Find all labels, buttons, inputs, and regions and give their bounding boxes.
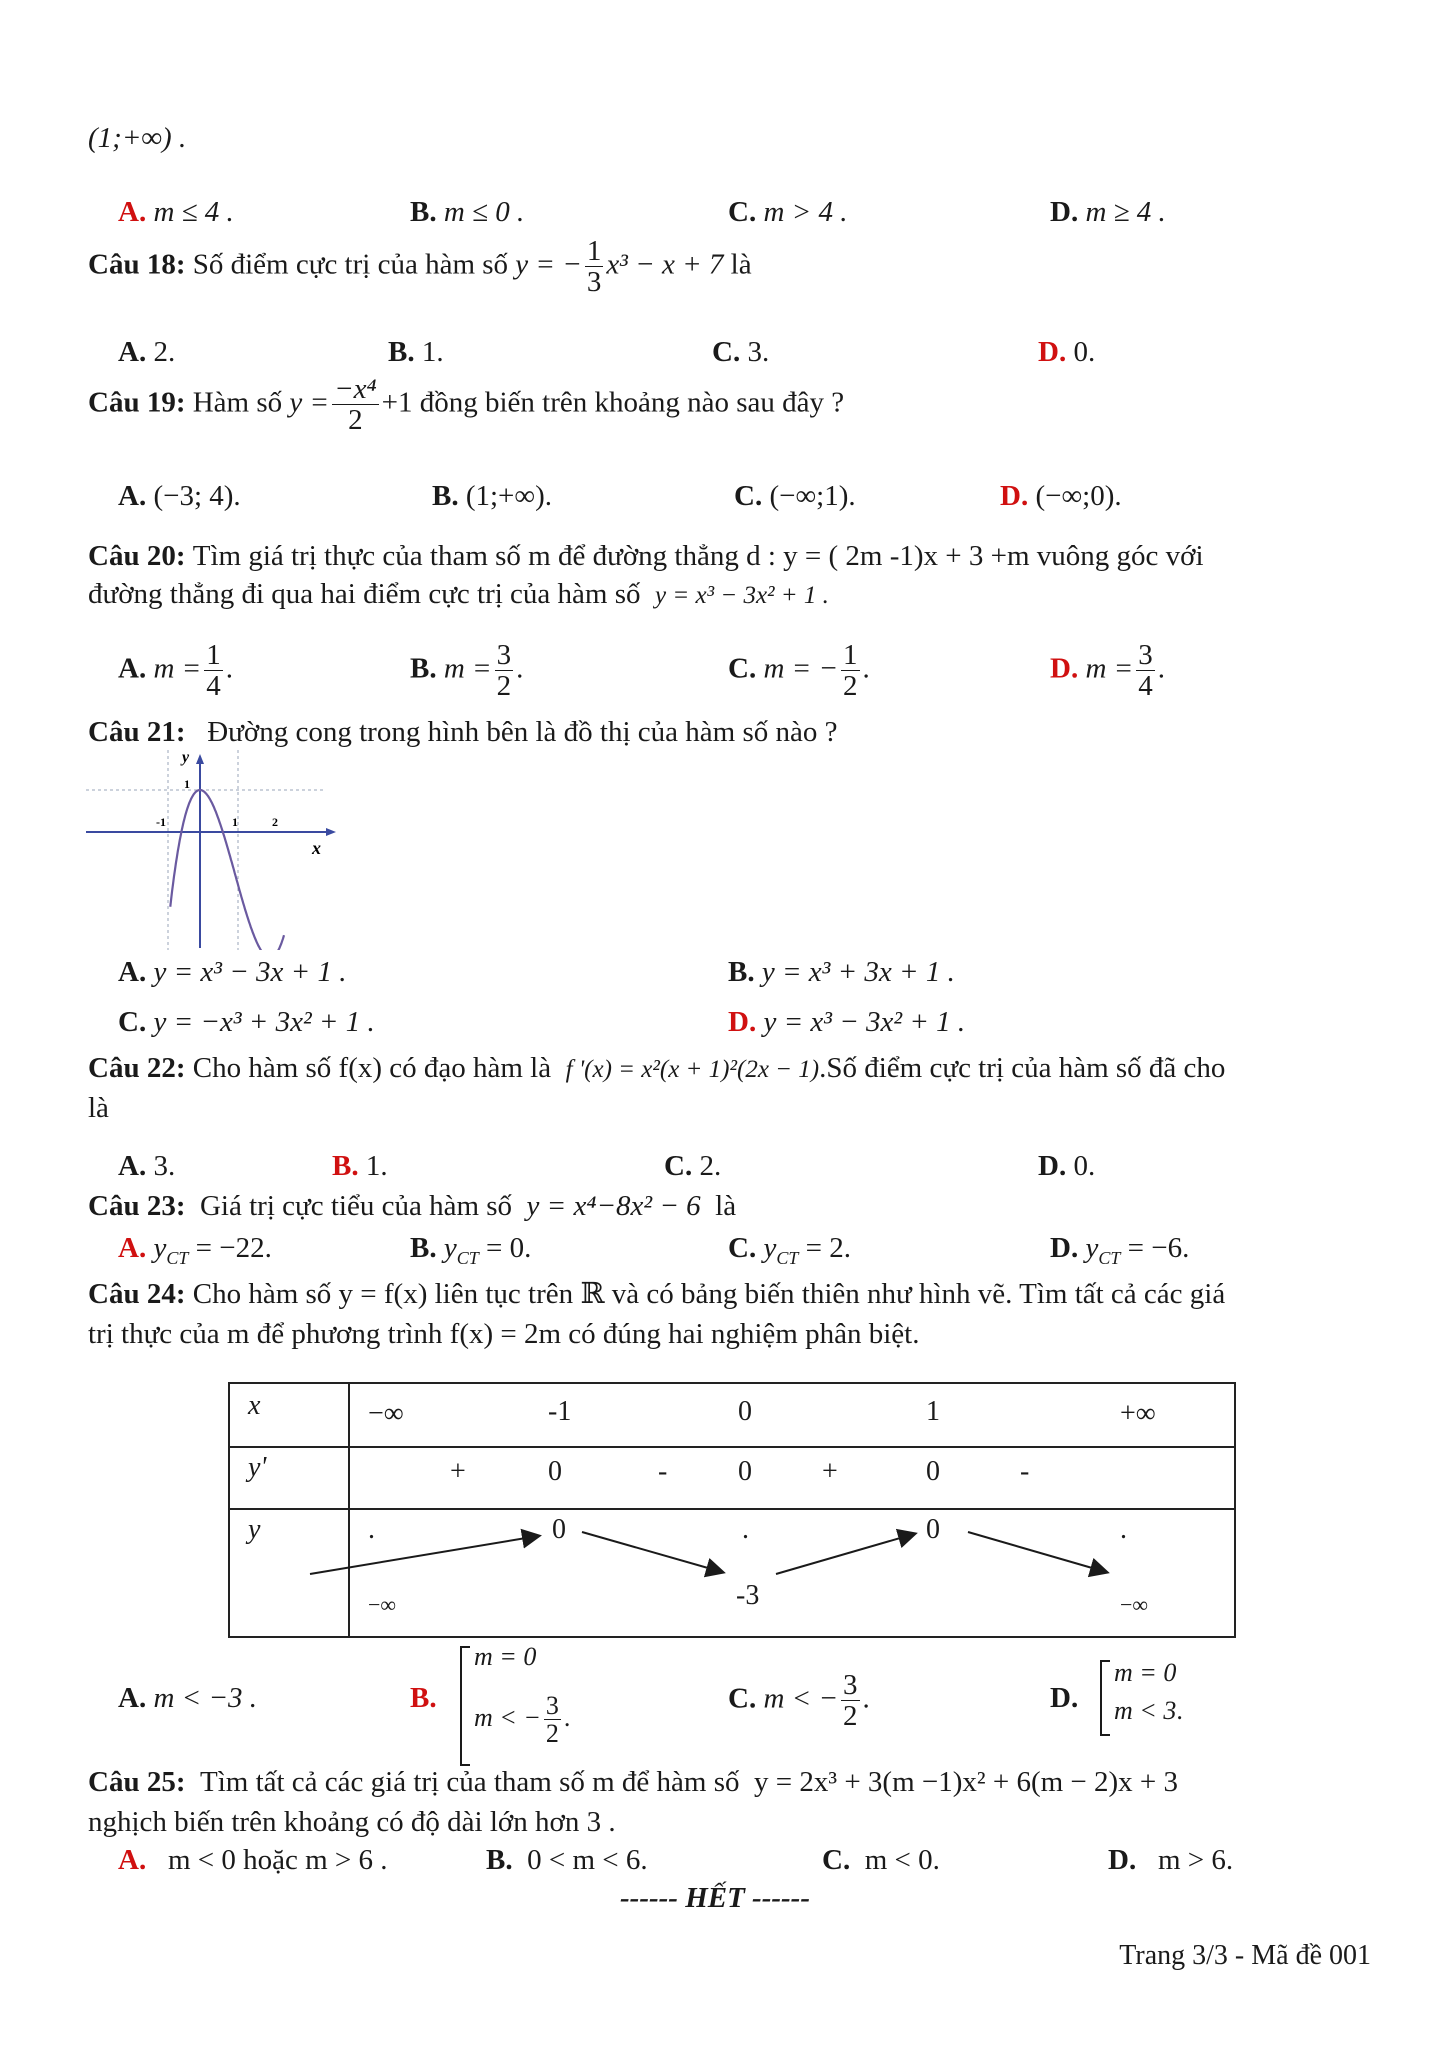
end-marker: ------ HẾT ------ (620, 1882, 811, 1914)
row-label-y: y (248, 1514, 261, 1545)
y-min: -3 (736, 1580, 760, 1611)
x-pos-inf: +∞ (1120, 1398, 1156, 1429)
question-23: Câu 23: Giá trị cực tiểu của hàm số y = x⁴−8x² − 6 là (88, 1190, 737, 1222)
q24-option-d: D. (1050, 1682, 1079, 1714)
x-axis-arrow (326, 828, 336, 836)
question-18: Câu 18: Số điểm cực trị của hàm số y = − $\frac{1}{3}$ x³ − x + 7 là (88, 235, 752, 299)
arrow-up-2 (776, 1534, 914, 1574)
yp-zero-2: 0 (738, 1456, 752, 1487)
q23-option-a: A. $y_{CT} = -22$. (118, 1232, 272, 1268)
q23-option-d: D. $y_{CT} = -6$. (1050, 1232, 1190, 1268)
q24-d-line1: m = 0 (1114, 1658, 1177, 1687)
q17-option-d: D. m ≥ 4 . (1050, 196, 1166, 228)
q17-option-c: C. m > 4 . (728, 196, 848, 228)
q24-b-line2: m < − $\frac{3}{2}$ . (474, 1691, 571, 1749)
q18-option-d: D. 0. (1038, 336, 1096, 368)
y-max-1: 0 (552, 1514, 566, 1545)
fraction: $\frac{1}{3}$ (586, 235, 602, 299)
question-24-line2: trị thực của m để phương trình f(x) = 2m có đúng hai nghiệm phân biệt. (88, 1318, 920, 1350)
x-neg-inf: −∞ (368, 1398, 404, 1429)
q23-option-b: B. $y_{CT} = 0$. (410, 1232, 532, 1268)
q19-option-c: C. (−∞;1). (734, 480, 856, 512)
q22-option-b: B. 1. (332, 1150, 388, 1182)
q22-option-a: A. 3. (118, 1150, 176, 1182)
y-dot-3: . (1120, 1514, 1127, 1545)
page-footer: Trang 3/3 - Mã đề 001 (1119, 1940, 1371, 1971)
yp-zero-1: 0 (548, 1456, 562, 1487)
q17-option-b: B. m ≤ 0 . (410, 196, 525, 228)
question-24: Câu 24: Cho hàm số y = f(x) liên tục trên ℝ và có bảng biến thiên như hình vẽ. Tìm tất cả các giá (88, 1278, 1226, 1310)
yp-sign-3: + (822, 1456, 838, 1487)
question-22-line2: là (88, 1092, 109, 1124)
q19-option-d: D. (−∞;0). (1000, 480, 1122, 512)
q22-option-d: D. 0. (1038, 1150, 1096, 1182)
q21-option-a: A. y = x³ − 3x + 1 . (118, 956, 347, 988)
q18-option-a: A. 2. (118, 336, 176, 368)
q24-d-bracket (1100, 1660, 1110, 1736)
q18-option-c: C. 3. (712, 336, 770, 368)
q21-option-c: C. y = −x³ + 3x² + 1 . (118, 1006, 375, 1038)
q20-option-d: D. m = $\frac{3}{4}$ . (1050, 639, 1165, 703)
graph-tick-1: 1 (232, 815, 238, 829)
q17-tail: (1;+∞) . (88, 122, 187, 154)
y-neg-inf-right: −∞ (1120, 1592, 1149, 1617)
q19-option-a: A. (−3; 4). (118, 480, 241, 512)
y-axis-arrow (196, 754, 204, 764)
y-neg-inf-left: −∞ (368, 1592, 397, 1617)
arrow-down-2 (968, 1532, 1106, 1572)
q21-option-d: D. y = x³ − 3x² + 1 . (728, 1006, 966, 1038)
q24-b-line1: m = 0 (474, 1642, 537, 1671)
q24-d-line2: m < 3. (1114, 1696, 1183, 1725)
y-dot-1: . (368, 1514, 375, 1545)
q24-b-bracket (460, 1646, 470, 1766)
q19-option-b: B. (1;+∞). (432, 480, 552, 512)
q25-option-b: B. 0 < m < 6. (486, 1844, 648, 1876)
variation-table (228, 1382, 1236, 1638)
q25-option-a: A. m < 0 hoặc m > 6 . (118, 1844, 388, 1876)
yp-sign-1: + (450, 1456, 466, 1487)
yp-sign-2: - (658, 1456, 668, 1487)
row-label-yprime: y' (248, 1452, 267, 1483)
x-1: 1 (926, 1396, 940, 1427)
graph-grid (86, 750, 326, 950)
graph-x-label: x (312, 838, 321, 858)
q20-option-c: C. m = − $\frac{1}{2}$ . (728, 639, 870, 703)
graph-y-label: y (182, 750, 190, 766)
fraction: $\frac{\text{−x⁴}}{2}$ (334, 373, 377, 437)
q21-option-b: B. y = x³ + 3x + 1 . (728, 956, 955, 988)
q18-option-b: B. 1. (388, 336, 444, 368)
q25-option-d: D. m > 6. (1108, 1844, 1234, 1876)
question-20-line2: đường thẳng đi qua hai điểm cực trị của hàm số y = x³ − 3x² + 1 . (88, 578, 829, 610)
question-21: Câu 21: Đường cong trong hình bên là đồ thị của hàm số nào ? (88, 716, 838, 748)
question-22: Câu 22: Cho hàm số f(x) có đạo hàm là f '(x) = x²(x + 1)²(2x − 1).Số điểm cực trị của hàm số đã cho (88, 1052, 1226, 1084)
x-neg1: -1 (548, 1396, 572, 1427)
question-25-line2: nghịch biến trên khoảng có độ dài lớn hơn 3 . (88, 1806, 616, 1838)
q24-option-b: B. (410, 1682, 437, 1714)
q20-option-b: B. m = $\frac{3}{2}$ . (410, 639, 524, 703)
q21-graph (86, 750, 346, 950)
arrow-up-1 (310, 1536, 538, 1574)
question-20: Câu 20: Tìm giá trị thực của tham số m để đường thẳng d : y = ( 2m -1)x + 3 +m vuông góc với (88, 540, 1204, 572)
q24-option-c: C. m < − $\frac{3}{2}$ . (728, 1669, 870, 1733)
row-label-x: x (248, 1390, 261, 1421)
graph-tick-neg1: -1 (156, 815, 166, 829)
x-0: 0 (738, 1396, 752, 1427)
q25-option-c: C. m < 0. (822, 1844, 940, 1876)
q22-option-c: C. 2. (664, 1150, 722, 1182)
yp-sign-4: - (1020, 1456, 1030, 1487)
y-max-2: 0 (926, 1514, 940, 1545)
graph-tick-2: 2 (272, 815, 278, 829)
q17-option-a: A. m ≤ 4 . (118, 196, 234, 228)
graph-tick-y1: 1 (184, 777, 190, 791)
q20-option-a: A. m = $\frac{1}{4}$ . (118, 639, 233, 703)
arrow-down-1 (582, 1532, 722, 1572)
y-dot-2: . (742, 1514, 749, 1545)
q21-curve (170, 790, 284, 950)
variation-arrows (230, 1384, 1234, 1636)
question-19: Câu 19: Hàm số y = $\frac{\text{−x⁴}}{2}$ +1 đồng biến trên khoảng nào sau đây ? (88, 373, 845, 437)
yp-zero-3: 0 (926, 1456, 940, 1487)
q24-option-a: A. m < −3 . (118, 1682, 258, 1714)
q23-option-c: C. $y_{CT} = 2$. (728, 1232, 851, 1268)
question-25: Câu 25: Tìm tất cả các giá trị của tham số m để hàm số y = 2x³ + 3(m −1)x² + 6(m − 2)x + 3 (88, 1766, 1179, 1798)
